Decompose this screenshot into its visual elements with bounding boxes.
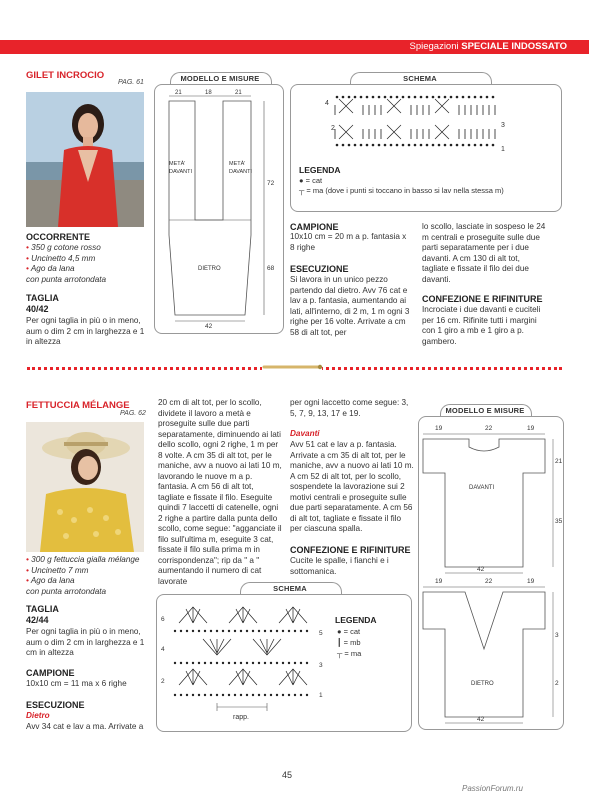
dim-top: 22 (485, 578, 493, 585)
legend-item: ● = cat (337, 627, 361, 636)
gilet-confezione-text: Incrociate i due davanti e cuciteli per 16 cm. Rifinite tutti i margini con 1 giro a mb e 1 giro a p. gambero. (422, 305, 541, 346)
gilet-photo (26, 92, 144, 227)
fettuccia-title: FETTUCCIA MÉLANGE (26, 400, 130, 411)
fettuccia-modello-title: MODELLO E MISURE (445, 406, 525, 415)
dim-h1: 72 (267, 180, 275, 187)
fettuccia-taglia-title: TAGLIA (26, 604, 59, 614)
section-header: Spiegazioni SPECIALE INDOSSATO (409, 41, 567, 52)
material-item: • Ago da lana (26, 264, 151, 275)
gilet-esecuzione-title: ESECUZIONE (290, 264, 349, 274)
dim-side: 3 (555, 632, 559, 639)
material-item: • Ago da lana (26, 576, 151, 587)
single-crochet-icon: ┃ (337, 638, 342, 647)
gilet-page-ref: PAG. 61 (118, 79, 144, 86)
dim-side: 21 (555, 458, 563, 465)
material-note: con punta arrotondata (26, 274, 107, 284)
row-label: 1 (319, 692, 323, 699)
label-meta-davanti-left: METÀ' (169, 161, 186, 167)
legend-item: ┬ = ma (337, 649, 362, 658)
legend-item: ● = cat (299, 176, 323, 185)
material-item: • 350 g cotone rosso (26, 243, 151, 254)
double-crochet-icon: ┬ (337, 649, 343, 658)
row-label: 3 (501, 122, 505, 129)
fettuccia-campione-text: 10x10 cm = 11 ma x 6 righe (26, 679, 127, 688)
dim-top-mid: 18 (205, 90, 212, 96)
gilet-esecuzione-text: Si lavora in un unico pezzo partendo dal dietro. Avv 76 cat e lav a p. fantasia, aumentando ai lati, all'interno, di 2 m, 1 m ogni 3 righe per 16 volte. Arrivate a cm 58 di alt tot, per (290, 275, 410, 337)
legend-item: ┃ = mb (337, 638, 361, 647)
dim-side: 2 (555, 680, 559, 687)
dim-top: 22 (485, 425, 493, 432)
gilet-schema-panel (290, 84, 562, 212)
row-label: 4 (325, 100, 329, 107)
fettuccia-materials (26, 555, 151, 597)
label-meta-davanti-right: METÀ' (229, 161, 246, 167)
fettuccia-legenda-title: LEGENDA (335, 615, 377, 625)
fettuccia-dietro-title: Dietro (26, 711, 50, 720)
fettuccia-schema-title: SCHEMA (273, 584, 307, 593)
gilet-taglia-value: 40/42 (26, 304, 49, 314)
fettuccia-taglia-value: 42/44 (26, 615, 49, 625)
gilet-occorrente-title: OCCORRENTE (26, 232, 91, 242)
gilet-legenda-title: LEGENDA (299, 165, 341, 175)
material-item: • Uncinetto 7 mm (26, 566, 151, 577)
fettuccia-page-ref: PAG. 62 (120, 410, 146, 417)
gilet-materials (26, 243, 151, 285)
rapp-label: rapp. (233, 714, 249, 721)
double-crochet-icon: ┬ (299, 186, 305, 195)
fettuccia-schema-panel (156, 594, 412, 732)
svg-text:DAVANTI: DAVANTI (229, 169, 253, 175)
fettuccia-esecuzione-title: ESECUZIONE (26, 700, 85, 710)
gilet-campione-title: CAMPIONE (290, 222, 339, 232)
chain-dot-icon: ● (337, 627, 342, 636)
chain-dot-icon: ● (299, 176, 304, 185)
label-davanti: DAVANTI (469, 485, 495, 491)
label-dietro: DIETRO (471, 681, 494, 687)
dim-side: 35 (555, 518, 563, 525)
fettuccia-dietro-text: Avv 34 cat e lav a ma. Arrivate a (26, 722, 144, 731)
row-label: 1 (501, 146, 505, 153)
gilet-col3-text: lo scollo, lasciate in sospeso le 24 m centrali e proseguite sulle due parti separatamente per i due davanti. A cm 130 di alt tot, tagliate e fissate il filo dei due davanti. (422, 222, 546, 284)
gilet-schema-title: SCHEMA (403, 74, 437, 83)
gilet-taglia-text: Per ogni taglia in più o in meno, aum o dim 2 cm in larghezza e 1 in altezza (26, 316, 145, 346)
row-label: 2 (331, 125, 335, 132)
gilet-title: GILET INCROCIO (26, 70, 105, 81)
material-item: • Uncinetto 4,5 mm (26, 254, 151, 265)
gilet-confezione-title: CONFEZIONE E RIFINITURE (422, 294, 543, 304)
gilet-modello-panel (154, 84, 284, 334)
fettuccia-col3-text: per ogni laccetto come segue: 3, 5, 7, 9, 13, 17 e 19. (290, 398, 409, 418)
row-label: 4 (161, 646, 165, 653)
dim-h2: 68 (267, 265, 275, 272)
fettuccia-davanti-text: Avv 51 cat e lav a p. fantasia. Arrivate a cm 35 di alt tot, per le maniche, avv a nuovo ai lati 10 m. A cm 52 di alt tot, per lo scollo, sospendete la lavorazione sui 2 motivi centrali e proseguite sulle due parti separatamente. A cm 56 di alt tot, tagliate e fissate il filo per ciascuna spalla. (290, 440, 414, 533)
gilet-taglia-title: TAGLIA (26, 293, 59, 303)
fettuccia-davanti-title: Davanti (290, 429, 320, 438)
material-note: con punta arrotondata (26, 586, 107, 596)
row-label: 5 (319, 630, 323, 637)
fettuccia-stitch-chart (157, 595, 327, 725)
gilet-legenda (299, 176, 559, 196)
dim-top-left: 21 (175, 90, 182, 96)
crochet-hook-icon (262, 362, 324, 372)
gilet-modello-title: MODELLO E MISURE (180, 74, 260, 83)
fettuccia-photo (26, 422, 144, 552)
dim-bottom: 42 (205, 323, 213, 330)
dim-top-right: 21 (235, 90, 242, 96)
fettuccia-taglia-text: Per ogni taglia in più o in meno, aum o dim 2 cm in larghezza e 1 cm in altezza (26, 627, 145, 657)
dim-bottom: 42 (477, 716, 485, 723)
dim-top: 19 (435, 425, 443, 432)
fettuccia-legenda (337, 626, 361, 659)
fettuccia-campione-title: CAMPIONE (26, 668, 75, 678)
page-number: 45 (282, 770, 293, 780)
row-label: 6 (161, 616, 165, 623)
row-label: 2 (161, 678, 165, 685)
dim-top: 19 (527, 425, 535, 432)
dim-top: 19 (527, 578, 535, 585)
legend-item: ┬ = ma (dove i punti si toccano in basso si lav nella stessa m) (299, 186, 504, 195)
fettuccia-confezione-text: Cucite le spalle, i fianchi e i sottomanica. (290, 556, 389, 576)
svg-text:DAVANTI: DAVANTI (169, 169, 193, 175)
label-dietro: DIETRO (198, 266, 221, 272)
row-label: 3 (319, 662, 323, 669)
gilet-campione-text: 10x10 cm = 20 m a p. fantasia x 8 righe (290, 232, 407, 252)
gilet-stitch-chart (291, 85, 561, 155)
watermark: PassionForum.ru (462, 784, 523, 793)
material-item: • 300 g fettuccia gialla mélange (26, 555, 151, 566)
fettuccia-modello-panel (418, 416, 564, 730)
dim-bottom: 42 (477, 566, 485, 573)
dim-top: 19 (435, 578, 443, 585)
fettuccia-confezione-title: CONFEZIONE E RIFINITURE (290, 545, 411, 555)
fettuccia-col2-text: 20 cm di alt tot, per lo scollo, dividete il lavoro a metà e proseguite sulle due parti separatamente, diminuendo ai lati dello scollo, ogni 2 righe, 1 m per 8 volte. A cm 35 di alt tot, per le maniche, avv a nuovo ai lati 10 m, lavorando le nuove m a p. fantasia. A cm 56 di alt tot, tagliate e fissate il filo. Eseguite quindi 7 laccetti di catenelle, ogni 2 righe a partire dalla punta dello scollo, come segue: "agganciate il filo sull'ultima m, eseguite 3 cat, fissate il filo sulla prima m in corrispondenza"; rip da " a " aumentando il numero di cat lavorate (158, 398, 282, 586)
fettuccia-diagram (419, 417, 563, 729)
gilet-diagram (155, 85, 283, 333)
